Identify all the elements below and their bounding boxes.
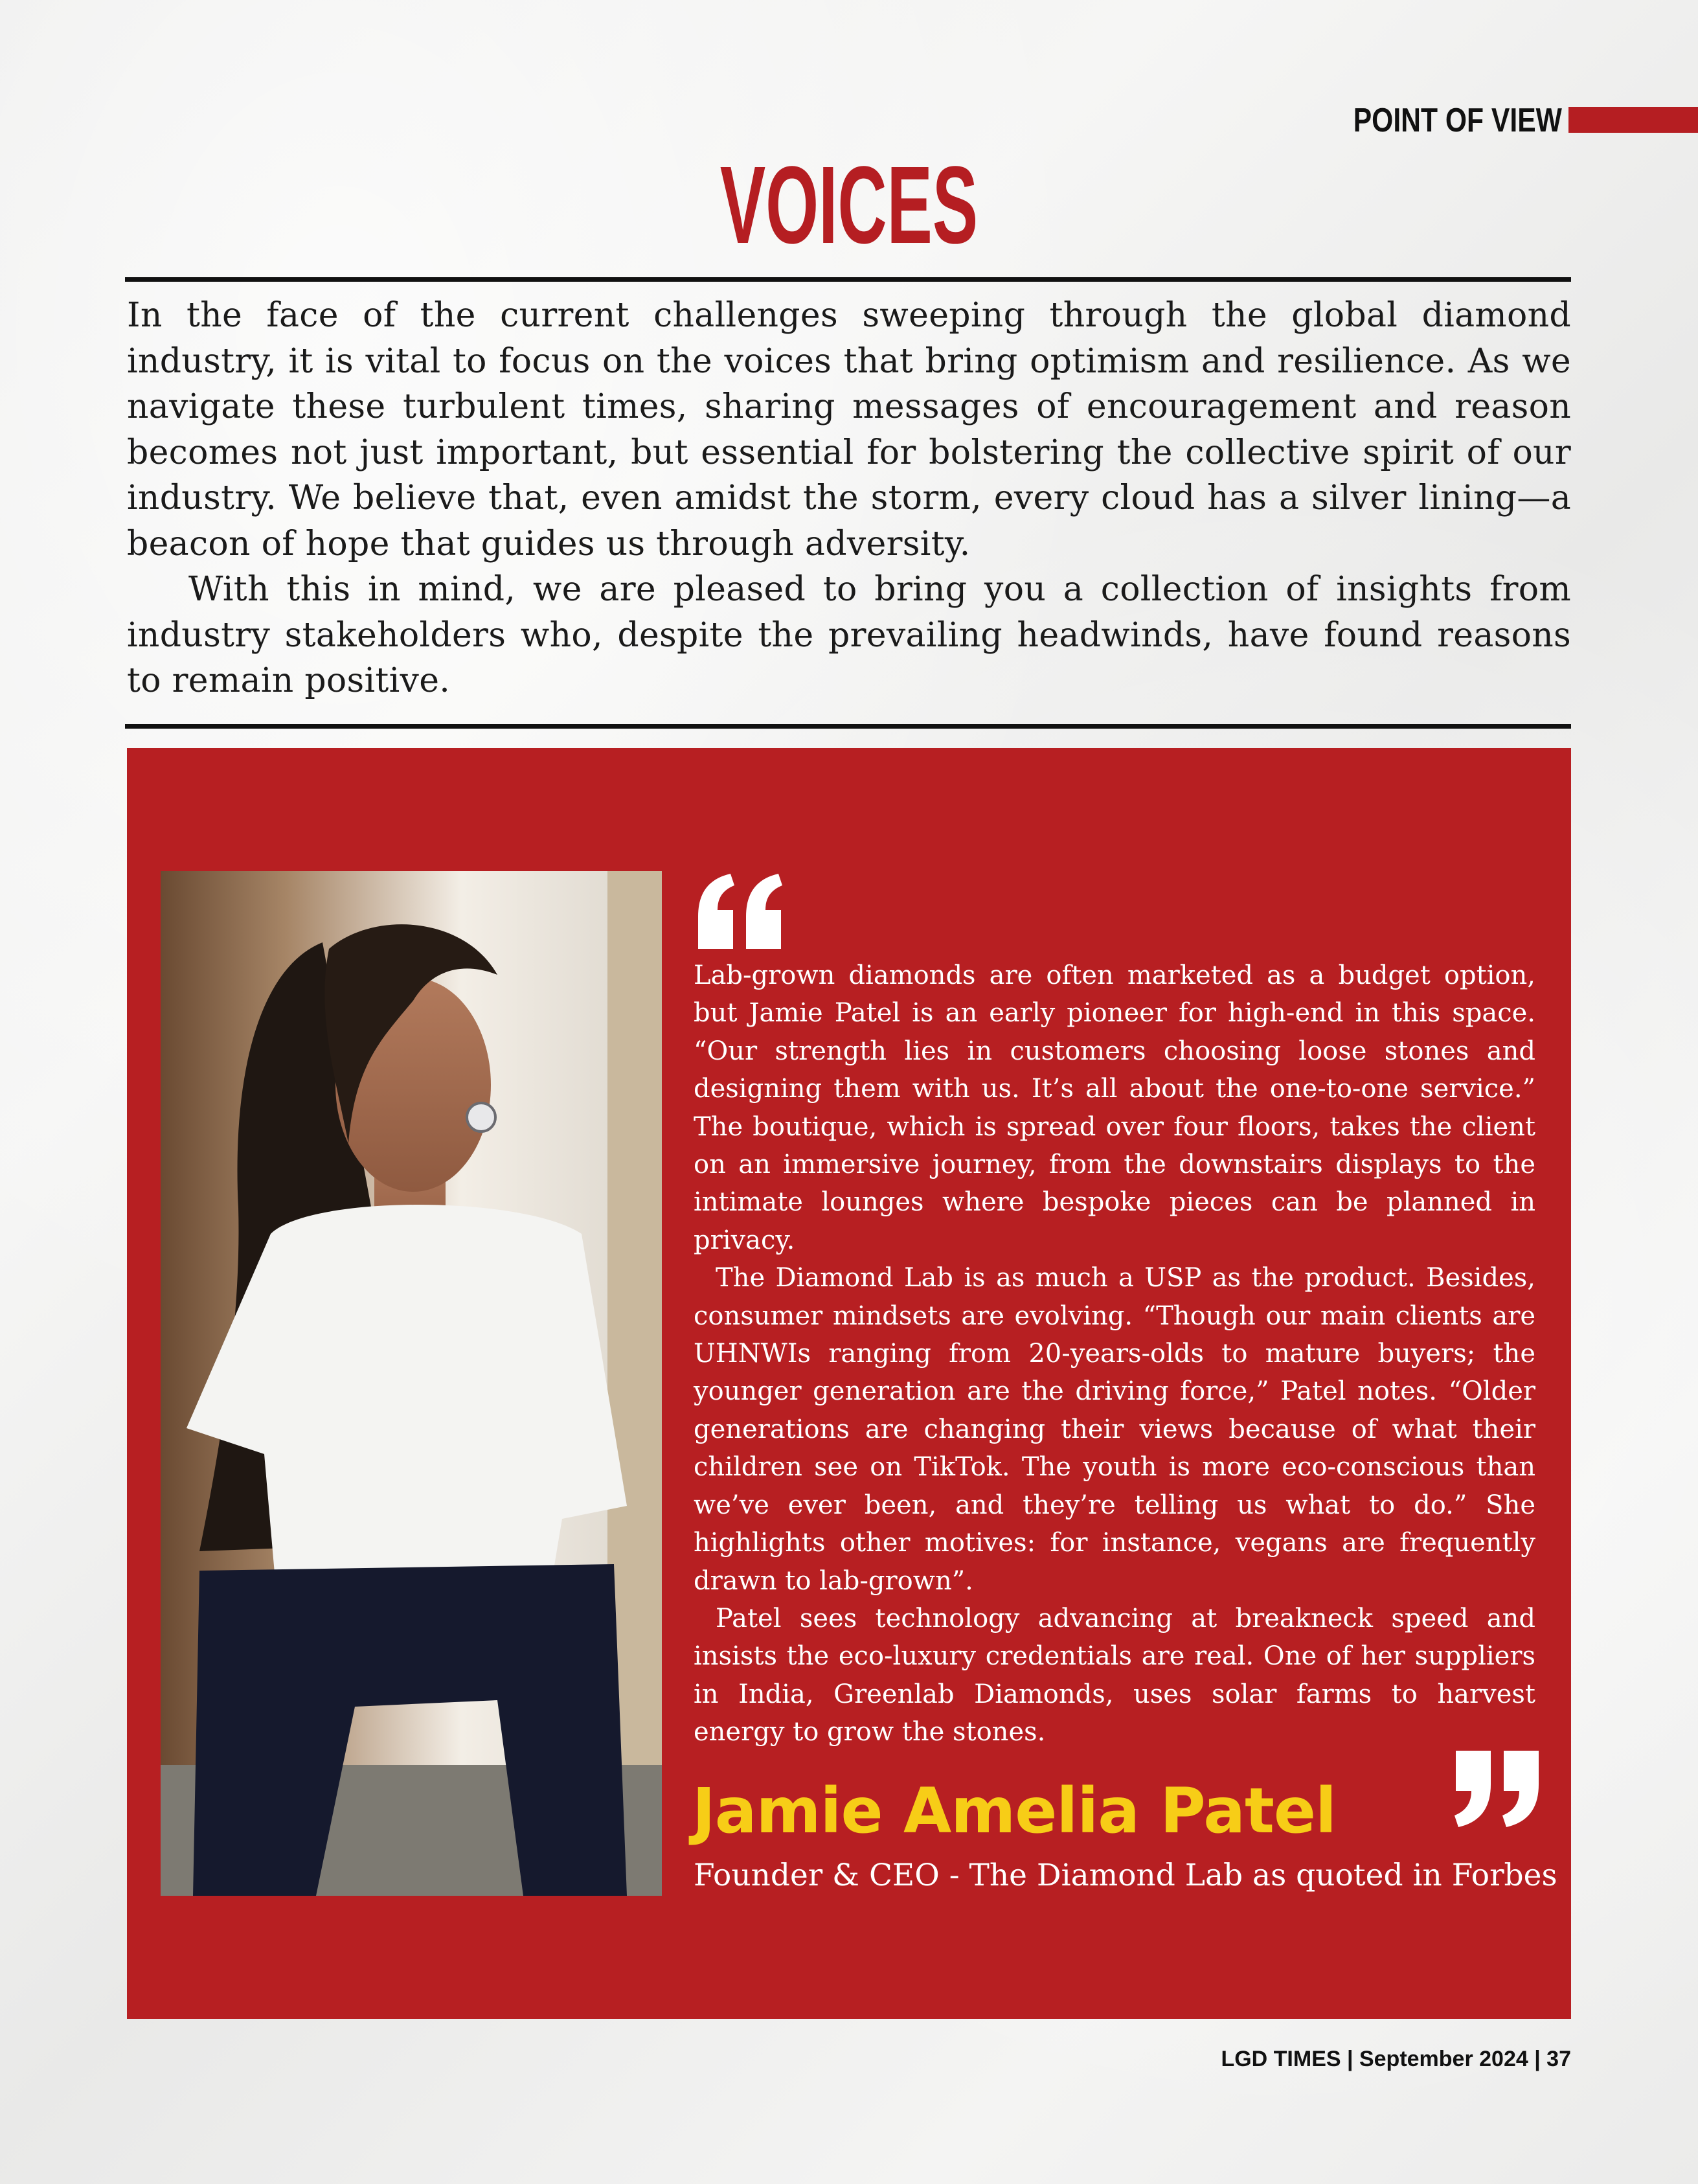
intro-text	[127, 293, 1571, 704]
top-divider	[125, 277, 1571, 282]
intro-paragraph: With this in mind, we are pleased to bring you a collection of insights from industry stakeholders who, despite the prevailing headwinds, have found reasons to remain positive.	[127, 570, 1571, 700]
portrait-photo	[161, 871, 662, 1896]
quote-paragraph: Lab-grown diamonds are often marketed as a budget option, but Jamie Patel is an early pioneer for high-end in this space. “Our strength lies in customers choosing loose stones and designing them with us. It’s all about the one-to-one service.” The boutique, which is spread over four floors, takes the client on an immersive journey, from the downstairs displays to the intimate lounges where bespoke pieces can be planned in privacy.	[694, 961, 1535, 1255]
bottom-divider	[125, 724, 1571, 729]
person-role: Founder & CEO - The Diamond Lab as quoted in Forbes	[694, 1858, 1557, 1893]
quote-paragraph: Patel sees technology advancing at breakneck speed and insists the eco-luxury credentials are real. One of her suppliers in India, Greenlab Diamonds, uses solar farms to harvest energy to grow the stones.	[694, 1603, 1535, 1747]
close-quote-icon	[1448, 1746, 1545, 1830]
open-quote-icon	[692, 871, 789, 955]
page-title: VOICES	[719, 144, 979, 267]
quote-paragraph: The Diamond Lab is as much a USP as the product. Besides, consumer mindsets are evolving. “Though our main clients are UHNWIs ranging from 20-years-olds to mature buyers; the younger generation are the driving force,” Patel notes. “Older generations are changing their views because of what their children see on TikTok. The youth is more eco-conscious than we’ve ever been, and they’re telling us what to do.” She highlights other motives: for instance, vegans are frequently drawn to lab-grown”.	[694, 1263, 1535, 1596]
section-label: POINT OF VIEW	[1353, 102, 1562, 139]
quote-panel	[127, 748, 1571, 2019]
quote-text	[694, 957, 1535, 1751]
page-footer: LGD TIMES | September 2024 | 37	[1221, 2047, 1571, 2071]
intro-paragraph: In the face of the current challenges sweeping through the global diamond industry, it is vital to focus on the voices that bring optimism and resilience. As we navigate these turbulent times, sharing messages of encouragement and reason becomes not just important, but essential for bolstering the collective spirit of our industry. We believe that, even amidst the storm, every cloud has a silver lining—a beacon of hope that guides us through adversity.	[127, 296, 1571, 563]
person-name: Jamie Amelia Patel	[692, 1775, 1336, 1847]
section-bar	[1568, 107, 1698, 133]
